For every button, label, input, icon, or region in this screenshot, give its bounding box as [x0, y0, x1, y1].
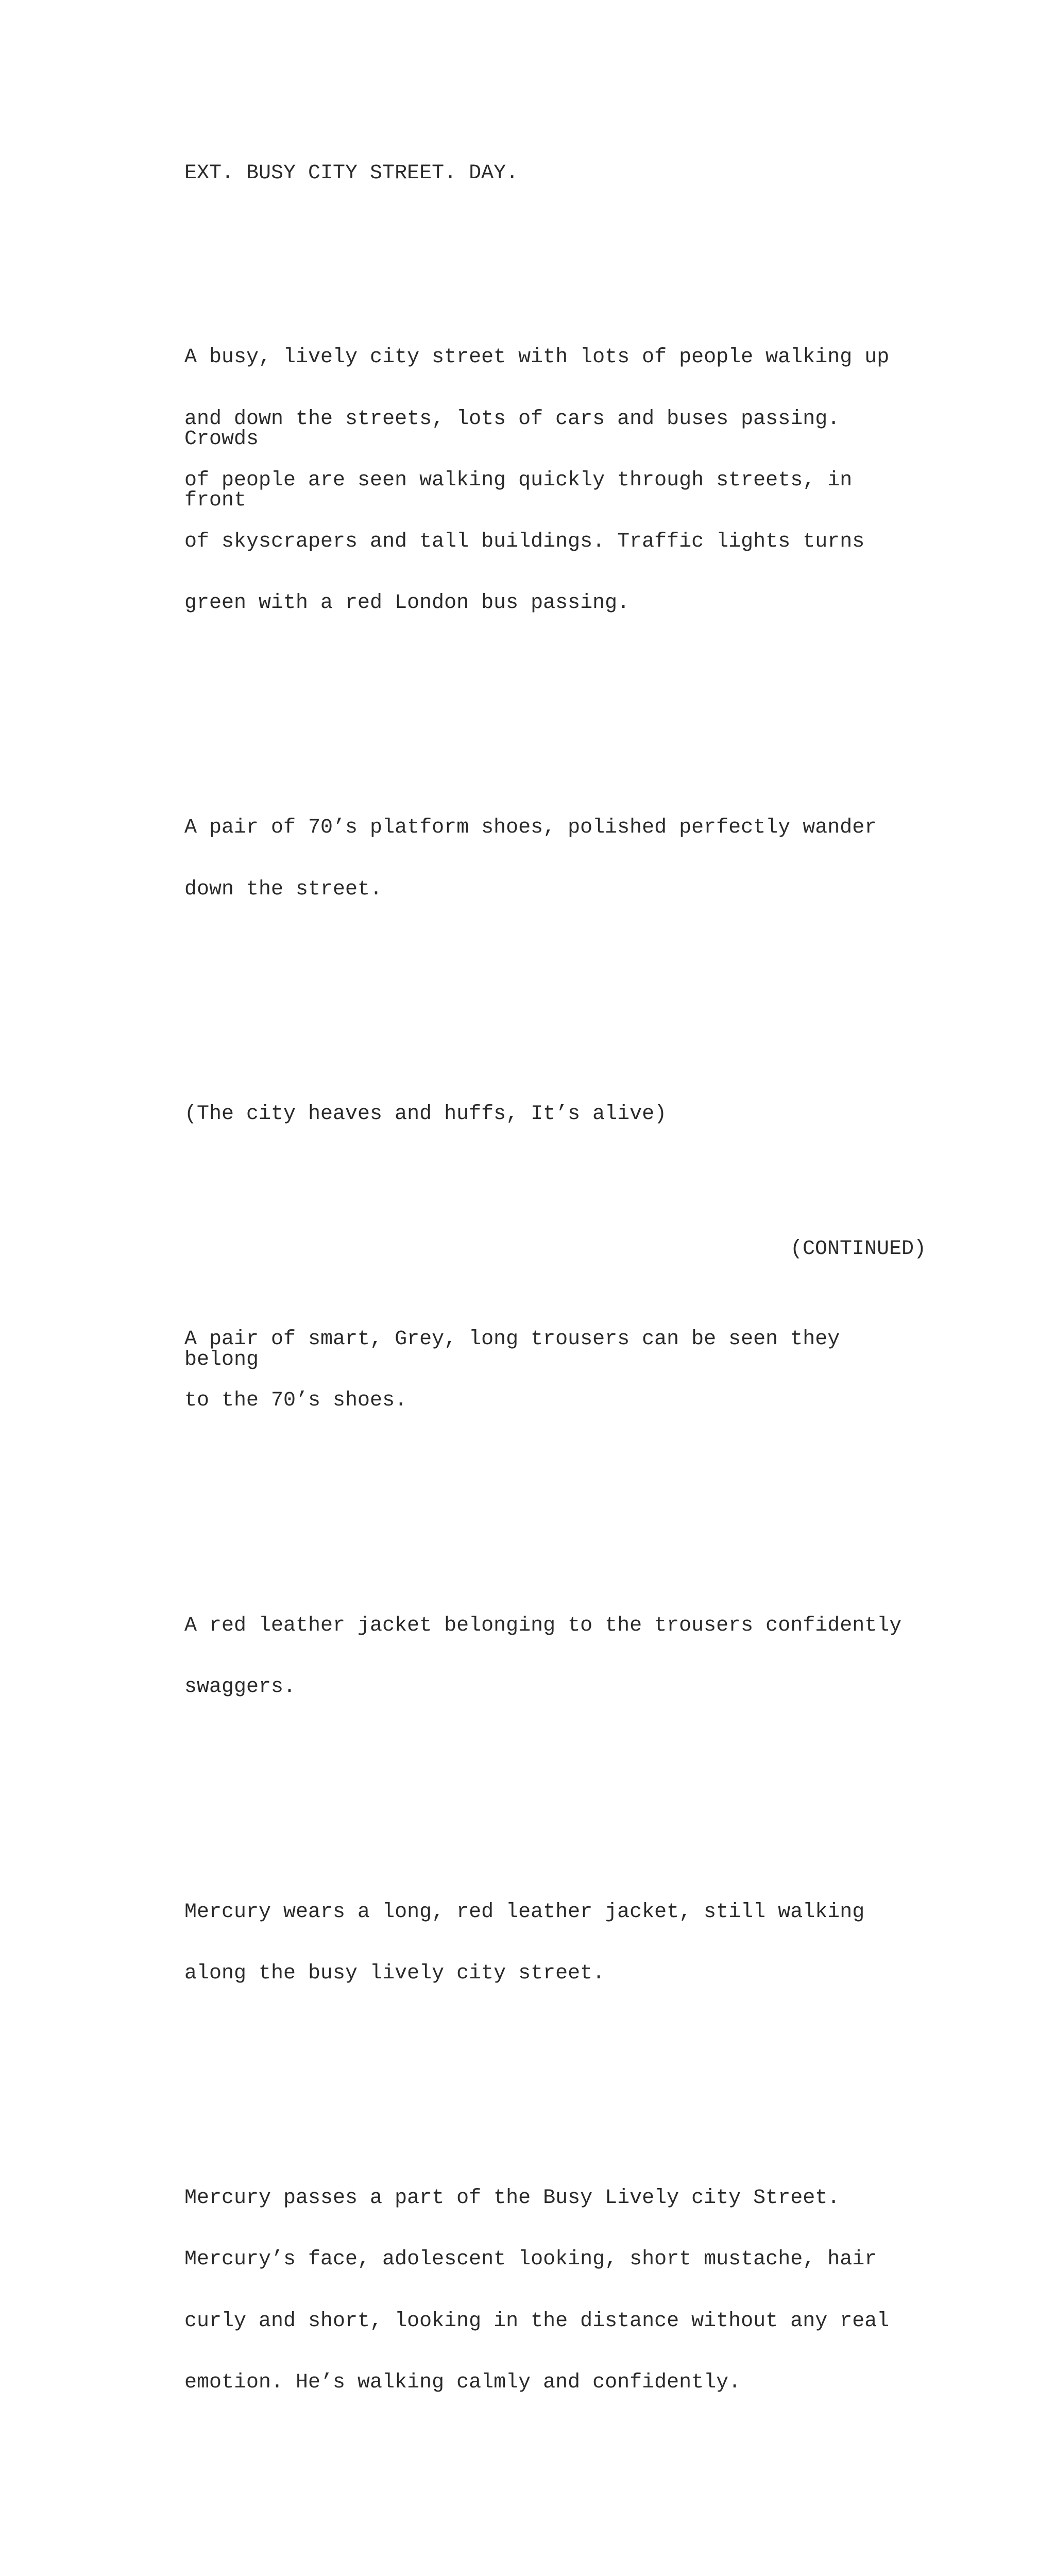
action-line: curly and short, looking in the distance without any real [184, 2309, 890, 2333]
action-paragraph [184, 2147, 926, 2434]
action-line: and down the streets, lots of cars and buses passing. Crowds [184, 407, 853, 451]
action-line: Mercury wears a long, red leather jacket, still walking [184, 1900, 865, 1924]
action-paragraph [184, 307, 926, 654]
action-line: A busy, lively city street with lots of people walking up [184, 346, 890, 369]
action-paragraph [184, 2556, 926, 2576]
action-line: A pair of 70’s platform shoes, polished perfectly wander [184, 816, 877, 840]
action-line: (The city heaves and huffs, It’s alive) [184, 1103, 667, 1126]
action-line: Mercury passes a part of the Busy Lively city Street. [184, 2187, 840, 2210]
action-line: swaggers. [184, 1675, 296, 1699]
action-line: to the 70’s shoes. [184, 1389, 407, 1413]
action-paragraph [184, 777, 926, 941]
scene-heading: EXT. BUSY CITY STREET. DAY. [184, 162, 519, 185]
action-paragraph [184, 1289, 926, 1452]
screenplay-body [184, 102, 926, 2576]
action-line: of people are seen walking quickly through streets, in front [184, 468, 865, 513]
action-line: emotion. He’s walking calmly and confidently. [184, 2370, 741, 2394]
action-line: A red leather jacket belonging to the trousers confidently [184, 1614, 902, 1637]
action-line: green with a red London bus passing. [184, 591, 630, 615]
action-line: Mercury’s face, adolescent looking, short mustache, hair [184, 2248, 877, 2272]
action-line: down the street. [184, 877, 383, 901]
action-line: of skyscrapers and tall buildings. Traffic lights turns [184, 530, 865, 553]
parenthetical-paragraph [184, 1063, 926, 1166]
action-line: A pair of smart, Grey, long trousers can be seen they belong [184, 1327, 853, 1371]
action-paragraph [184, 1861, 926, 2025]
continued-marker: (CONTINUED) [790, 1238, 926, 1261]
action-paragraph [184, 1574, 926, 1738]
action-line: along the busy lively city street. [184, 1961, 605, 1985]
